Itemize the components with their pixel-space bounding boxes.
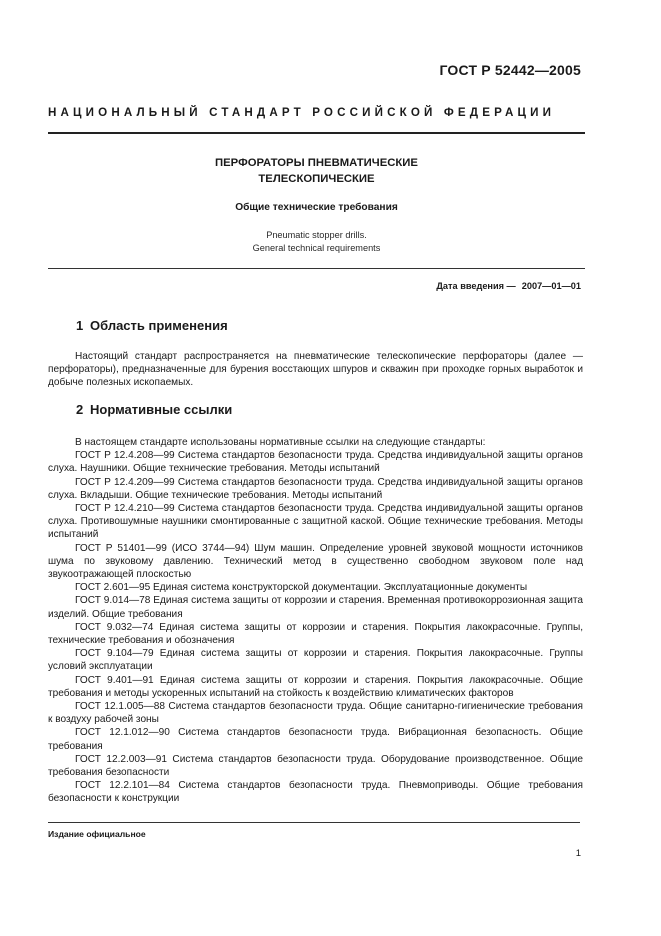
reference-item: ГОСТ Р 12.4.209—99 Система стандартов безопасности труда. Средства индивидуальной защиты органов слуха. Вкладыши. Общие технические требования. Методы испытаний [48, 476, 583, 501]
date-of-introduction [436, 281, 581, 291]
paragraph: В настоящем стандарте использованы нормативные ссылки на следующие стандарты: [75, 437, 486, 448]
english-title-line-2: General technical requirements [252, 243, 381, 253]
page-number: 1 [575, 848, 581, 859]
standard-title: НАЦИОНАЛЬНЫЙ СТАНДАРТ РОССИЙСКОЙ ФЕДЕРАЦИИ [48, 106, 556, 119]
paragraph: Настоящий стандарт распространяется на пневматические телескопические перфораторы (далее — перфораторы), предназначенные для бурения восстающих шпуров и скважин при проходке горных выработок и добыче полезных ископаемых. [48, 351, 583, 389]
section-heading-references [76, 402, 232, 417]
date-value: 2007—01—01 [521, 281, 581, 291]
reference-item: ГОСТ 9.032—74 Единая система защиты от коррозии и старения. Покрытия лакокрасочные. Группы, технические требования и обозначения [48, 621, 583, 647]
title-divider [48, 268, 585, 269]
english-title-line-1: Pneumatic stopper drills. [266, 230, 367, 240]
document-number: ГОСТ Р 52442—2005 [439, 62, 581, 78]
date-label: Дата введения — [436, 281, 516, 291]
section-number: 1 [76, 318, 84, 333]
reference-item: ГОСТ 2.601—95 Единая система конструкторской документации. Эксплуатационные документы [75, 582, 528, 594]
english-title [48, 229, 585, 255]
title-line-1: ПЕРФОРАТОРЫ ПНЕВМАТИЧЕСКИЕ [215, 157, 418, 169]
section-heading-scope [76, 318, 228, 333]
reference-item: ГОСТ 12.1.012—90 Система стандартов безопасности труда. Вибрационная безопасность. Общие требования [48, 727, 583, 752]
section-title: Область применения [90, 318, 228, 333]
section-number: 2 [76, 402, 84, 417]
reference-item: ГОСТ 9.401—91 Единая система защиты от коррозии и старения. Покрытия лакокрасочные. Общие требования и методы ускоренных испытаний на стойкость к воздействию климатических факторов [48, 674, 583, 699]
reference-item: ГОСТ 12.2.003—91 Система стандартов безопасности труда. Оборудование производственное. Общие требования безопасности [48, 753, 583, 779]
official-edition-label: Издание официальное [48, 829, 146, 839]
reference-item: ГОСТ 12.2.101—84 Система стандартов безопасности труда. Пневмоприводы. Общие требования безопасности к конструкции [48, 780, 583, 805]
section-body-scope [48, 350, 583, 390]
reference-item: ГОСТ Р 51401—99 (ИСО 3744—94) Шум машин. Определение уровней звуковой мощности источников шума по звуковому давлению. Технический метод в существенно свободном звуковом поле над звукоотражающей плоскостью [48, 542, 583, 581]
reference-item: ГОСТ 9.014—78 Единая система защиты от коррозии и старения. Временная противокоррозионная защита изделий. Общие требования [48, 595, 583, 620]
title-line-2: ТЕЛЕСКОПИЧЕСКИЕ [258, 173, 375, 185]
document-subtitle: Общие технические требования [235, 202, 398, 213]
header-divider [48, 132, 585, 134]
section-title: Нормативные ссылки [90, 402, 233, 417]
reference-item: ГОСТ 12.1.005—88 Система стандартов безопасности труда. Общие санитарно-гигиенические требования к воздуху рабочей зоны [48, 701, 583, 726]
reference-item: ГОСТ Р 12.4.208—99 Система стандартов безопасности труда. Средства индивидуальной защиты органов слуха. Наушники. Общие технические требования. Методы испытаний [48, 450, 583, 475]
reference-item: ГОСТ Р 12.4.210—99 Система стандартов безопасности труда. Средства индивидуальной защиты органов слуха. Противошумные наушники смонтированные с защитной каской. Общие технические требования. Методы испытаний [48, 503, 583, 541]
reference-item: ГОСТ 9.104—79 Единая система защиты от коррозии и старения. Покрытия лакокрасочные. Группы условий эксплуатации [48, 648, 583, 673]
footer-divider [48, 822, 580, 823]
section-body-references [48, 436, 583, 806]
document-title [48, 155, 585, 187]
